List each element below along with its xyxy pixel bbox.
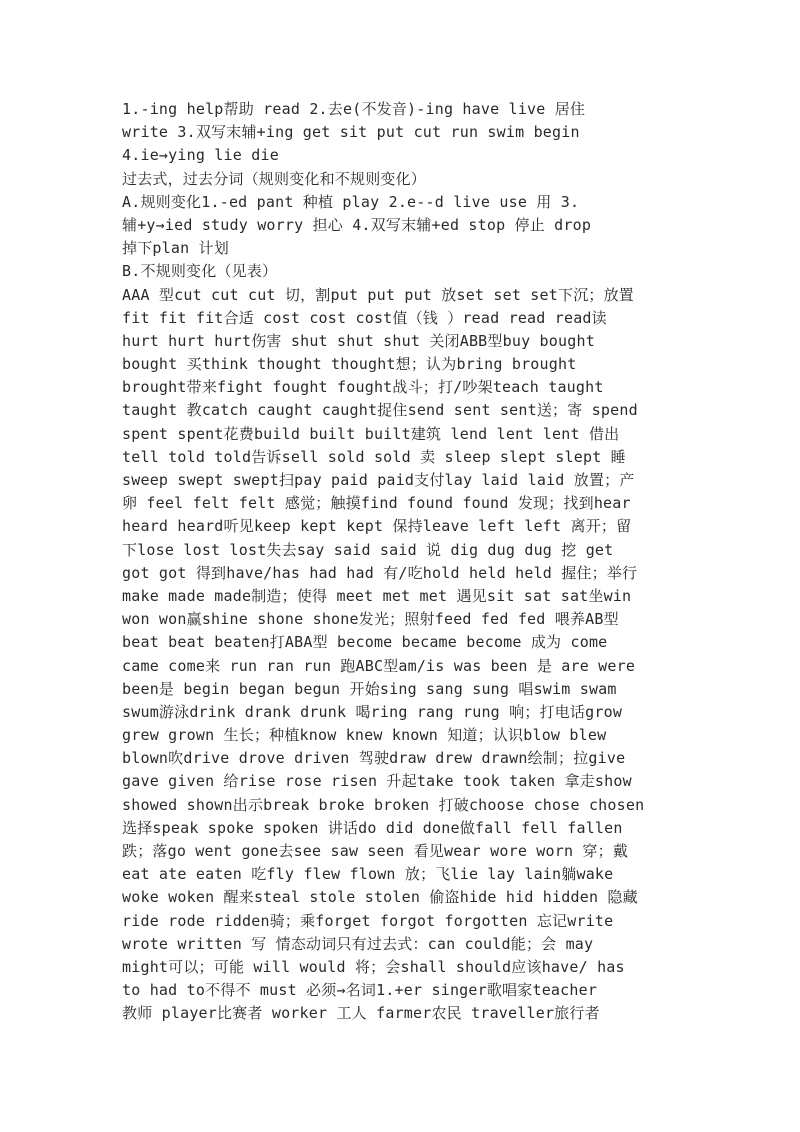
text-line: spent spent花费build built built建筑 lend lent lent 借出 [122, 424, 620, 443]
text-line: fit fit fit合适 cost cost cost值（钱 ）read read read读 [122, 308, 607, 327]
text-line: gave given 给rise rose risen 升起take took taken 拿走show [122, 772, 632, 791]
text-line: blown吹drive drove driven 驾驶draw drew drawn绘制；拉give [122, 749, 626, 768]
text-line: 教师 player比赛者 worker 工人 farmer农民 traveller旅行者 [122, 1004, 600, 1023]
text-line: woke woken 醒来steal stole stolen 偷盗hide hid hidden 隐藏 [122, 888, 638, 907]
text-line: 过去式，过去分词（规则变化和不规则变化） [122, 169, 427, 188]
text-line: ride rode ridden骑；乘forget forgot forgotten 忘记write [122, 911, 614, 930]
text-line: make made made制造；使得 meet met met 遇见sit sat sat坐win [122, 586, 632, 605]
text-line: brought带来fight fought fought战斗；打/吵架teach taught [122, 378, 604, 397]
text-line: write 3.双写末辅+ing get sit put cut run swim begin [122, 123, 580, 142]
text-line: heard heard听见keep kept kept 保持leave left left 离开；留 [122, 517, 632, 536]
text-line: taught 教catch caught caught捉住send sent sent送；寄 spend [122, 401, 638, 420]
text-line: A.规则变化1.-ed pant 种植 play 2.e--d live use 用 3. [122, 192, 580, 211]
text-line: 辅+y→ied study worry 担心 4.双写末辅+ed stop 停止 drop [122, 215, 592, 234]
text-line: AAA 型cut cut cut 切，割put put put 放set set set下沉；放置 [122, 285, 635, 304]
text-line: to had to不得不 must 必须→名词1.+er singer歌唱家teacher [122, 981, 598, 1000]
text-line: grew grown 生长；种植know knew known 知道；认识blow blew [122, 726, 607, 745]
text-line: got got 得到have/has had had 有/吃hold held held 握住；举行 [122, 563, 638, 582]
text-line: won won赢shine shone shone发光；照射feed fed fed 喂养AB型 [122, 610, 619, 629]
text-line: came come来 run ran run 跑ABC型am/is was been 是 are were [122, 656, 636, 675]
text-line: 跌；落go went gone去see saw seen 看见wear wore worn 穿；戴 [122, 842, 629, 860]
text-line: 4.ie→ying lie die [122, 146, 279, 165]
document-body [122, 98, 682, 1026]
text-line: 卵 feel felt felt 感觉；触摸find found found 发现；找到hear [122, 494, 631, 513]
text-line: swum游泳drink drank drunk 喝ring rang rung 响；打电话grow [122, 702, 623, 721]
text-line: 1.-ing help帮助 read 2.去e(不发音)-ing have live 居住 [122, 100, 586, 118]
text-line: wrote written 写 情态动词只有过去式：can could能；会 may [122, 934, 594, 953]
text-line: B.不规则变化（见表） [122, 262, 278, 281]
text-line: hurt hurt hurt伤害 shut shut shut 关闭ABB型buy bought [122, 331, 595, 350]
text-line: tell told told告诉sell sold sold 卖 sleep slept slept 睡 [122, 447, 626, 466]
text-line: bought 买think thought thought想；认为bring brought [122, 355, 577, 374]
text-line: sweep swept swept扫pay paid paid支付lay laid laid 放置；产 [122, 471, 635, 489]
text-line: beat beat beaten打ABA型 become became become 成为 come [122, 633, 608, 652]
text-line: eat ate eaten 吃fly flew flown 放；飞lie lay lain躺wake [122, 865, 614, 884]
text-line: showed shown出示break broke broken 打破choose chose chosen [122, 795, 645, 814]
text-line: might可以；可能 will would 将；会shall should应该have/ has [122, 957, 625, 976]
text-line: 下lose lost lost失去say said said 说 dig dug dug 挖 get [122, 540, 614, 559]
text-line: been是 begin began begun 开始sing sang sung 唱swim swam [122, 679, 617, 698]
text-line: 掉下plan 计划 [122, 239, 229, 258]
text-line: 选择speak spoke spoken 讲话do did done做fall fell fallen [122, 818, 623, 837]
